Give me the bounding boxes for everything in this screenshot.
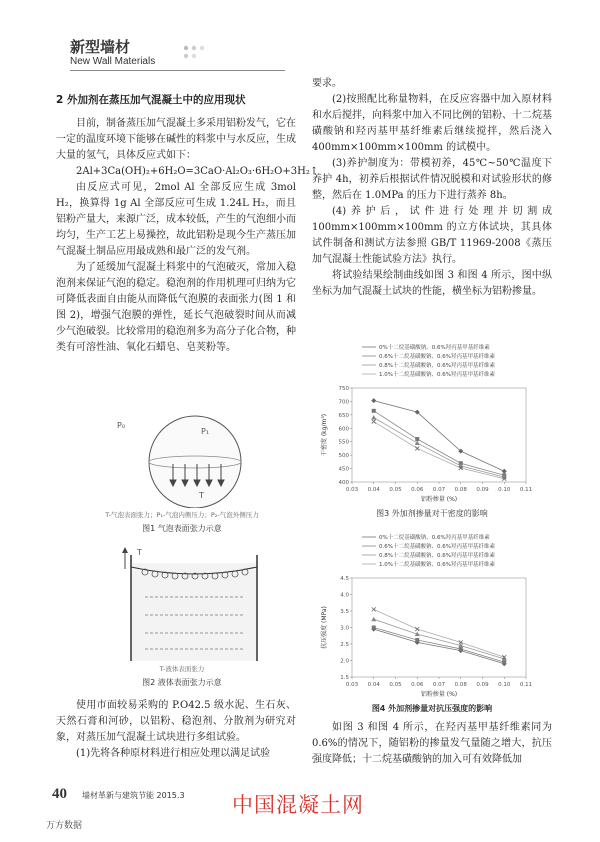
right-column-top [312, 76, 552, 300]
paragraph: 将试验结果绘制曲线如图 3 和图 4 所示，图中纵坐标为加气混凝土试块的性能，横坐标为铝粉掺量。 [312, 270, 552, 297]
x-tick-label: 0.04 [367, 487, 380, 493]
paragraph: (1)先将各种原材料进行相应处理以满足试验 [76, 748, 271, 759]
y-tick-label: 2.5 [340, 642, 349, 648]
y-tick-label: 4.5 [340, 576, 349, 582]
x-axis-label: 铝粉掺量 (%) [420, 496, 458, 503]
figure-1-bubble-diagram [115, 408, 275, 508]
figure-2-note: T-液体表面张力 [159, 665, 205, 673]
paragraph: 为了延缓加气混凝土料浆中的气泡破灭，常加入稳泡剂来保证气泡的稳定。稳泡剂的作用机理可归纳为它可降低表面自由能从而降低气泡膜的表面张力(图 1 和图 2)，增强气泡膜的弹性，延长气泡破裂时间从而减少气泡破裂。比较常用的稳泡剂多为高分子化合物，种类有可溶性油、氧化石蜡皂、皂荚粉等。 [56, 262, 296, 353]
x-tick-label: 0.03 [345, 487, 359, 493]
x-tick-label: 0.05 [389, 487, 402, 493]
paragraph: 如图 3 和图 4 所示，在羟丙基甲基纤维素同为 0.6%的情况下，随铝粉的掺量发气量随之增大，抗压强度降低；十二烷基磺酸钠的加入可有效降低加 [312, 722, 552, 765]
x-tick-label: 0.08 [454, 682, 467, 688]
left-column-bottom [56, 698, 296, 762]
y-tick-label: 700 [338, 399, 349, 406]
y-tick-label: 450 [338, 466, 349, 473]
chemical-equation: 2Al+3Ca(OH)₂+6H₂O=3CaO·Al₂O₃·6H₂O+3H₂↑ [76, 166, 319, 177]
legend-entry: 0.8%十二烷基磺酸钠、0.6%羟丙基甲基纤维素 [379, 553, 495, 559]
legend-entry: 1.0%十二烷基磺酸钠、0.6%羟丙基甲基纤维素 [379, 562, 495, 568]
paragraph: (2)按照配比称量物料，在反应容器中加入原材料和水后搅拌，向料浆中加入不同比例的铝粉、十二烷基磺酸钠和羟丙基甲基纤维素后继续搅拌，然后浇入 400mm×100mm×100mm 的试模中。 [312, 94, 552, 153]
legend-entry: 0.8%十二烷基磺酸钠、0.6%羟丙基甲基纤维素 [379, 363, 495, 369]
journal-section-title-en: New Wall Materials [70, 56, 156, 67]
x-tick-label: 0.03 [345, 682, 359, 688]
y-tick-label: 750 [338, 386, 349, 392]
y-tick-label: 600 [338, 426, 349, 433]
x-tick-label: 0.09 [476, 487, 489, 493]
x-tick-label: 0.07 [432, 487, 446, 493]
x-tick-label: 0.06 [411, 487, 424, 493]
right-column-bottom [312, 720, 552, 768]
data-point [372, 626, 376, 630]
legend-entry: 0%十二烷基磺酸钠、0.6%羟丙基甲基纤维素 [379, 535, 490, 541]
x-tick-label: 0.04 [367, 682, 380, 688]
label-t: T [199, 491, 204, 500]
source-label: 万方数据 [46, 821, 83, 831]
section-heading: 2 外加剂在蒸压加气混凝土中的应用现状 [56, 94, 246, 106]
paragraph: 使用市面较易采购的 P.O42.5 级水泥、生石灰、天然石膏和河砂，以铝粉、稳泡剂、分散剂为研究对象，对蒸压加气混凝土试块进行多组试验。 [56, 700, 296, 743]
x-tick-label: 0.10 [498, 487, 511, 493]
figure-4-chart [316, 528, 536, 703]
journal-footer: 墙材革新与建筑节能 2015.3 [82, 791, 185, 800]
page-number: 40 [52, 786, 67, 802]
paragraph: 要求。 [312, 78, 342, 89]
legend-entry: 1.0%十二烷基磺酸钠、0.6%羟丙基甲基纤维素 [379, 372, 495, 378]
legend-entry: 0.6%十二烷基磺酸钠、0.6%羟丙基甲基纤维素 [379, 544, 495, 550]
y-axis-label: 干密度 (kg/m³) [321, 413, 328, 457]
y-tick-label: 1.5 [340, 675, 349, 681]
figure-1-note: T-气泡表面张力；P₁-气泡内侧压力；P₂-气泡外侧压力 [105, 511, 259, 519]
figure-2-liquid-diagram [115, 545, 275, 663]
left-column-top [56, 92, 319, 356]
figure-1-caption: 图1 气泡表面张力示意 [142, 524, 222, 533]
x-tick-label: 0.08 [454, 487, 467, 493]
x-tick-label: 0.10 [498, 682, 511, 688]
x-tick-label: 0.11 [519, 682, 533, 688]
y-tick-label: 4.0 [340, 592, 349, 599]
data-point [372, 409, 376, 413]
figure-3-chart [316, 338, 536, 508]
y-tick-label: 500 [338, 453, 349, 460]
x-tick-label: 0.11 [519, 487, 533, 493]
data-point [415, 638, 419, 642]
y-tick-label: 650 [338, 412, 349, 419]
label-t: T [137, 548, 142, 557]
y-tick-label: 2.0 [340, 658, 349, 665]
paragraph: (3)养护制度为：带模初养，45℃~50℃温度下养护 4h，初养后根据试件情况脱模和对试验形状的修整，然后在 1.0MPa 的压力下进行蒸养 8h。 [312, 158, 552, 201]
y-axis-label: 抗压强度 (MPa) [321, 606, 328, 649]
data-point [415, 437, 419, 441]
x-axis-label: 铝粉掺量 (%) [420, 691, 458, 698]
y-tick-label: 3.0 [340, 625, 349, 632]
header-rule [70, 70, 285, 71]
label-p0: P₀ [117, 421, 126, 430]
figure-2-caption: 图2 液体表面张力示意 [142, 678, 222, 687]
y-tick-label: 550 [338, 439, 349, 446]
y-tick-label: 3.5 [340, 609, 349, 615]
paragraph: 目前，制备蒸压加气混凝土多采用铝粉发气，它在一定的温度环境下能够在碱性的料浆中与水反应，生成大量的氢气，具体反应式如下： [56, 118, 296, 161]
legend-entry: 0%十二烷基磺酸钠、0.6%羟丙基甲基纤维素 [379, 345, 490, 351]
x-tick-label: 0.07 [432, 682, 446, 688]
x-tick-label: 0.05 [389, 682, 402, 688]
header-decoration-icon [180, 42, 220, 62]
figure-4-caption: 图4 外加剂掺量对抗压强度的影响 [371, 704, 493, 713]
x-tick-label: 0.06 [411, 682, 424, 688]
figure-3-caption: 图3 外加剂掺量对干密度的影响 [376, 509, 488, 518]
label-p1: P₁ [201, 427, 210, 436]
legend-entry: 0.6%十二烷基磺酸钠、0.6%羟丙基甲基纤维素 [379, 354, 495, 360]
watermark: 中国混凝土网 [232, 793, 364, 817]
paragraph: (4)养护后，试件进行处理并切割成 100mm×100mm×100mm 的立方体试块，其具体试件制备和测试方法参照 GB/T 11969-2008《蒸压加气混凝土性能试验方法》执行。 [312, 206, 552, 265]
journal-section-title: 新型墙材 [70, 38, 131, 56]
paragraph: 由反应式可见，2mol Al 全部反应生成 3mol H₂，换算得 1g Al 全部反应可生成 1.24L H₂，而且铝粉产量大，来源广泛，成本较低，产生的气泡细小而均匀，生产工艺上易操控，故此铝粉是现今生产蒸压加气混凝土制品应用最成熟和最广泛的发气剂。 [56, 182, 296, 257]
y-tick-label: 400 [338, 480, 349, 486]
x-tick-label: 0.09 [476, 682, 489, 688]
